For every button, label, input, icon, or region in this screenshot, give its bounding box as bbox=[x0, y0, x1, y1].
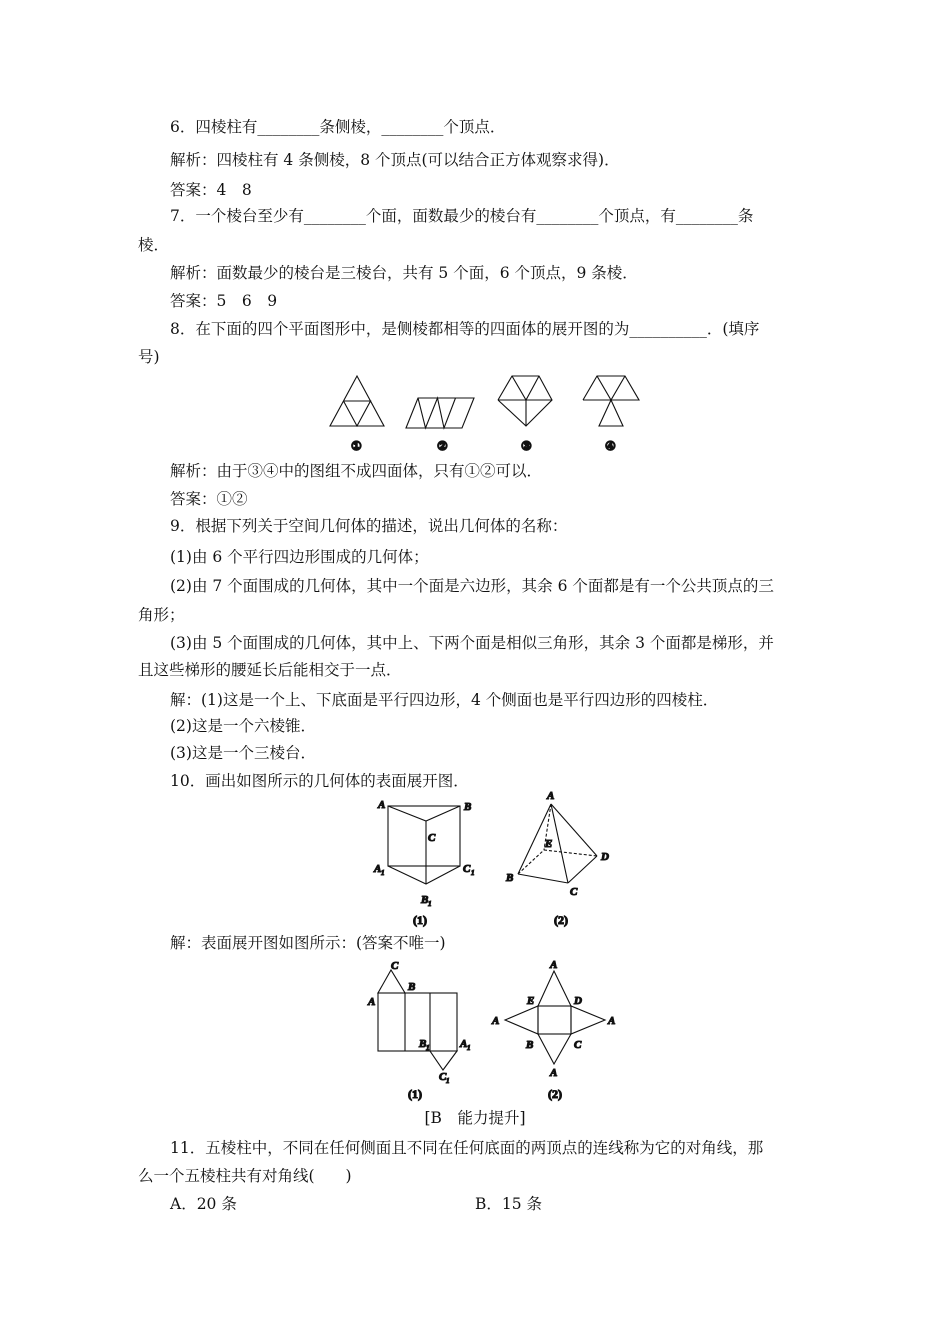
svg-text:D: D bbox=[574, 995, 582, 1007]
q7-answer: 答案：5 6 9 bbox=[170, 292, 278, 310]
svg-text:E: E bbox=[527, 995, 535, 1007]
net-2 bbox=[406, 398, 474, 428]
pyramid-net bbox=[505, 971, 605, 1064]
svg-text:1: 1 bbox=[467, 1044, 471, 1052]
svg-text:B: B bbox=[419, 1038, 427, 1050]
q10-text: 10．画出如图所示的几何体的表面展开图． bbox=[170, 772, 469, 790]
q9-item3-line2: 且这些梯形的腰延长后能相交于一点． bbox=[138, 661, 402, 679]
q7-analysis: 解析：面数最少的棱台是三棱台，共有 5 个面，6 个顶点，9 条棱． bbox=[170, 264, 638, 282]
q8-answer: 答案：①② bbox=[170, 490, 248, 508]
net-1 bbox=[330, 376, 384, 426]
q11-text-line1: 11．五棱柱中，不同在任何侧面且不同在任何底面的两顶点的连线称为它的对角线，那 bbox=[170, 1139, 764, 1157]
q11-text-line2: 么一个五棱柱共有对角线( ) bbox=[138, 1167, 352, 1185]
svg-text:1: 1 bbox=[428, 900, 432, 908]
q8-analysis: 解析：由于③④中的图组不成四面体，只有①②可以． bbox=[170, 462, 543, 480]
q9-solution1: 解：(1)这是一个上、下底面是平行四边形，4 个侧面也是平行四边形的四棱柱． bbox=[170, 691, 719, 709]
q8-text-line2: 号) bbox=[138, 348, 160, 366]
q9-text: 9．根据下列关于空间几何体的描述，说出几何体的名称： bbox=[170, 517, 568, 535]
svg-text:A: A bbox=[550, 1067, 558, 1079]
svg-text:C: C bbox=[570, 886, 578, 898]
svg-text:C: C bbox=[439, 1071, 447, 1083]
svg-text:A: A bbox=[368, 996, 376, 1008]
label-3: ③ bbox=[521, 439, 532, 453]
svg-text:C: C bbox=[574, 1039, 582, 1051]
svg-text:(2): (2) bbox=[548, 1087, 562, 1101]
q9-item2-line2: 角形； bbox=[138, 606, 185, 624]
option-a: A．20 条 bbox=[170, 1195, 237, 1213]
svg-text:1: 1 bbox=[446, 1077, 450, 1085]
q9-solution3: (3)这是一个三棱台． bbox=[170, 744, 316, 762]
q10-solution: 解：表面展开图如图所示：(答案不唯一) bbox=[170, 934, 446, 952]
svg-text:C: C bbox=[391, 960, 399, 972]
svg-text:A: A bbox=[608, 1015, 616, 1027]
q7-text-line2: 棱． bbox=[138, 236, 170, 254]
svg-text:C: C bbox=[463, 863, 471, 875]
svg-text:A: A bbox=[492, 1015, 500, 1027]
svg-text:1: 1 bbox=[471, 869, 475, 877]
svg-text:B: B bbox=[421, 894, 429, 906]
triangular-prism bbox=[388, 806, 460, 884]
svg-text:B: B bbox=[408, 981, 416, 993]
svg-text:(2): (2) bbox=[554, 913, 568, 927]
net-3 bbox=[498, 376, 552, 426]
svg-text:A: A bbox=[460, 1038, 468, 1050]
svg-text:A: A bbox=[378, 799, 386, 811]
q7-text-line1: 7．一个棱台至少有________个面，面数最少的棱台有________个顶点，有________条 bbox=[170, 207, 754, 225]
label-4: ④ bbox=[605, 439, 616, 453]
q8-nets-figure bbox=[320, 370, 640, 460]
svg-text:(1): (1) bbox=[413, 913, 427, 927]
q10-solids-figure bbox=[370, 790, 620, 930]
svg-text:B: B bbox=[464, 801, 472, 813]
section-heading: [B 能力提升] bbox=[424, 1109, 526, 1127]
svg-text:D: D bbox=[601, 851, 609, 863]
net-4 bbox=[583, 376, 639, 426]
svg-text:1: 1 bbox=[381, 869, 385, 877]
svg-text:1: 1 bbox=[426, 1044, 430, 1052]
q6-answer: 答案：4 8 bbox=[170, 181, 252, 199]
svg-text:B: B bbox=[526, 1039, 534, 1051]
svg-text:(1): (1) bbox=[408, 1087, 422, 1101]
q8-text-line1: 8．在下面的四个平面图形中，是侧棱都相等的四面体的展开图的为__________．(填序 bbox=[170, 320, 760, 338]
svg-text:A: A bbox=[374, 863, 382, 875]
q9-item3-line1: (3)由 5 个面围成的几何体，其中上、下两个面是相似三角形，其余 3 个面都是梯形，并 bbox=[170, 634, 774, 652]
svg-text:E: E bbox=[545, 838, 553, 850]
q6-analysis: 解析：四棱柱有 4 条侧棱，8 个顶点(可以结合正方体观察求得)． bbox=[170, 151, 620, 169]
q9-solution2: (2)这是一个六棱锥． bbox=[170, 717, 316, 735]
svg-text:C: C bbox=[428, 832, 436, 844]
prism-net bbox=[378, 970, 457, 1070]
label-1: ① bbox=[351, 439, 362, 453]
quadrilateral-pyramid bbox=[518, 804, 597, 883]
label-2: ② bbox=[437, 439, 448, 453]
q10-nets-figure bbox=[365, 958, 625, 1103]
q6-text: 6．四棱柱有________条侧棱，________个顶点． bbox=[170, 118, 506, 136]
q9-item1: (1)由 6 个平行四边形围成的几何体； bbox=[170, 548, 429, 566]
svg-text:A: A bbox=[550, 959, 558, 971]
q9-item2-line1: (2)由 7 个面围成的几何体，其中一个面是六边形，其余 6 个面都是有一个公共顶点的三 bbox=[170, 577, 774, 595]
svg-text:A: A bbox=[547, 790, 555, 802]
option-b: B．15 条 bbox=[475, 1195, 543, 1213]
svg-text:B: B bbox=[506, 872, 514, 884]
